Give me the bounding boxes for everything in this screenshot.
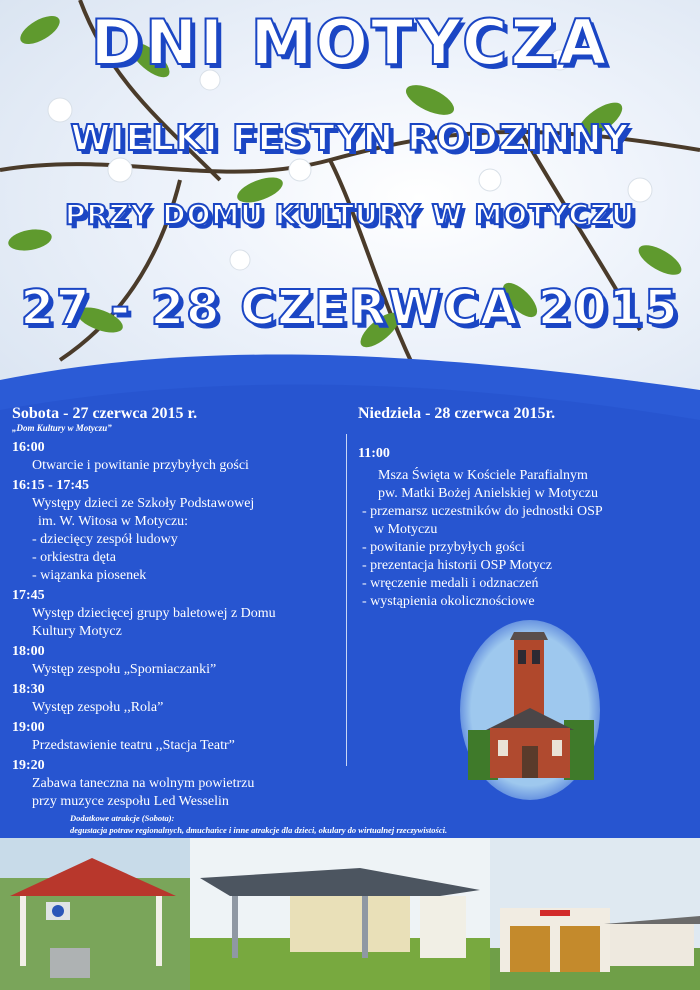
slot-time: 19:00	[12, 720, 45, 735]
sunday-heading: Niedziela - 28 czerwca 2015r.	[358, 405, 556, 422]
saturday-program	[12, 405, 342, 811]
slot-item: Występy dzieci ze Szkoły Podstawowej	[32, 496, 255, 511]
sunday-item: - wystąpienia okolicznościowe	[362, 594, 535, 609]
slot-item: Kultury Motycz	[32, 624, 122, 639]
slot-item: im. W. Witosa w Motyczu:	[38, 514, 189, 529]
poster-title: DNI MOTYCZA	[90, 6, 610, 79]
sunday-program	[358, 405, 688, 611]
slot-item: Występ dziecięcej grupy baletowej z Domu	[32, 606, 276, 621]
slot-item: Występ zespołu ,,Rola”	[32, 700, 164, 715]
sunday-item: - prezentacja historii OSP Motycz	[362, 558, 552, 573]
column-divider	[346, 434, 347, 766]
slot-time: 18:00	[12, 644, 45, 659]
sunday-item: - powitanie przybyłych gości	[362, 540, 525, 555]
sunday-item: w Motyczu	[374, 522, 438, 537]
extras-heading: Dodatkowe atrakcje (Sobota):	[70, 813, 175, 823]
slot-time: 16:15 - 17:45	[12, 478, 89, 493]
slot-item: - orkiestra dęta	[32, 550, 116, 565]
saturday-heading: Sobota - 27 czerwca 2015 r.	[12, 405, 198, 422]
slot-time: 17:45	[12, 588, 45, 603]
venue-photos	[0, 838, 700, 990]
sunday-item: pw. Matki Bożej Anielskiej w Motyczu	[378, 486, 598, 501]
sunday-item: Msza Święta w Kościele Parafialnym	[378, 468, 588, 483]
slot-item: Otwarcie i powitanie przybyłych gości	[32, 458, 249, 473]
slot-time: 19:20	[12, 758, 45, 773]
poster-dates: 27 - 28 CZERWCA 2015	[20, 280, 680, 336]
poster-subtitle: WIELKI FESTYN RODZINNY	[70, 118, 630, 159]
slot-item: - dziecięcy zespół ludowy	[32, 532, 178, 547]
sunday-time: 11:00	[358, 446, 390, 461]
sunday-item: - wręczenie medali i odznaczeń	[362, 576, 539, 591]
slot-item: Przedstawienie teatru ,,Stacja Teatr”	[32, 738, 235, 753]
slot-time: 16:00	[12, 440, 45, 455]
slot-item: przy muzyce zespołu Led Wesselin	[32, 794, 229, 809]
slot-item: Występ zespołu „Sporniaczanki”	[32, 662, 217, 677]
poster-place: PRZY DOMU KULTURY W MOTYCZU	[64, 198, 636, 231]
slot-time: 18:30	[12, 682, 45, 697]
extras-description: degustacja potraw regionalnych, dmuchańce i inne atrakcje dla dzieci, okulary do wirtualnej rzeczywistości.	[70, 825, 448, 835]
slot-item: Zabawa taneczna na wolnym powietrzu	[32, 776, 255, 791]
saturday-venue: „Dom Kultury w Motyczu”	[12, 423, 112, 433]
sunday-item: - przemarsz uczestników do jednostki OSP	[362, 504, 603, 519]
church-photo	[460, 620, 600, 800]
slot-item: - wiązanka piosenek	[32, 568, 147, 583]
